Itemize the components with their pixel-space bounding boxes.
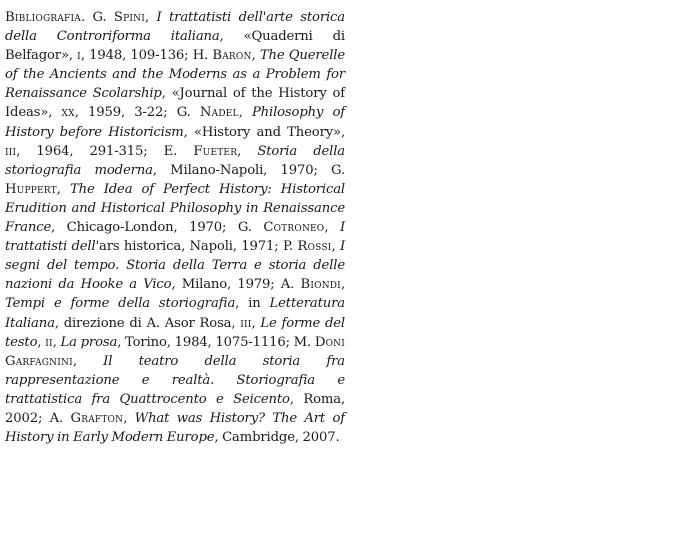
text-run: , xyxy=(251,315,261,331)
text-run: , xyxy=(331,239,340,255)
volume-number: i xyxy=(77,48,81,64)
text-run: , xyxy=(251,48,260,64)
work-title: Le forme del testo xyxy=(5,315,346,350)
text-run: , Napoli, 1971; P. xyxy=(181,239,298,255)
text-run: , 1964, 291-315; E. xyxy=(16,143,194,159)
volume-number: ii xyxy=(45,334,53,350)
text-run: , xyxy=(340,277,345,293)
work-title: I segni del tempo. Storia della Terra e storia delle nazioni da Hooke a Vico xyxy=(5,239,345,293)
text-run: , Torino, 1984, 1075-1116; M. xyxy=(117,334,315,350)
text-run: , xyxy=(324,220,340,236)
author-name: Nadel xyxy=(199,105,239,121)
work-title: La prosa xyxy=(60,334,118,350)
text-run: ars historica xyxy=(99,239,182,255)
text-run: , «Quaderni di Belfagor», xyxy=(5,29,345,64)
author-name: Huppert xyxy=(5,181,57,197)
text-run: , 1948, 109-136; H. xyxy=(80,48,213,64)
text-run: , xyxy=(123,410,135,426)
bibliography-paragraph xyxy=(5,8,345,447)
author-name: Spini xyxy=(113,10,145,25)
author-name: Biondi xyxy=(300,277,341,293)
text-run: , direzione di A. Asor Rosa, xyxy=(54,315,241,331)
work-title: Tempi e forme della storiografia xyxy=(5,296,236,312)
work-title: Il teatro della storia fra rappresentazione e realtà. Storiografia e trattatistica fra Quattrocento e Seicento xyxy=(5,353,345,407)
author-name: Rossi xyxy=(297,239,332,255)
text-run: , Milano, 1979; A. xyxy=(171,277,301,293)
text-run: , «History and Theory», xyxy=(183,124,345,140)
work-title: I trattatisti dell'arte storica della Controriforma italiana xyxy=(5,10,345,45)
work-title: What was History? The Art of History in Early Modern Europe xyxy=(5,410,345,446)
work-title: Letteratura Italiana xyxy=(5,296,345,331)
text-run: , 1959, 3-22; G. xyxy=(74,105,200,121)
text-run: , xyxy=(56,181,70,197)
text-run: , xyxy=(37,334,46,350)
text-run: , xyxy=(144,10,157,25)
text-run: , xyxy=(52,334,61,350)
volume-number: iii xyxy=(5,143,17,159)
text-run: , Cambridge, 2007. xyxy=(214,430,340,446)
volume-number: xx xyxy=(61,105,75,121)
author-name: Cotroneo xyxy=(263,220,325,236)
author-name: Fueter xyxy=(193,143,238,159)
text-run: . G. xyxy=(80,10,114,25)
section-heading: Bibliografia xyxy=(5,10,81,25)
text-run: , Roma, 2002; A. xyxy=(5,391,345,426)
text-run: , in xyxy=(235,296,270,312)
author-name: Baron xyxy=(212,48,252,64)
work-title: The Querelle of the Ancients and the Moderns as a Problem for Renaissance Scolarship xyxy=(5,48,345,102)
work-title: The Idea of Perfect History: Historical Erudition and Historical Philosophy in Renaissance France xyxy=(5,181,345,236)
volume-number: iii xyxy=(240,315,252,331)
text-run: , Chicago-London, 1970; G. xyxy=(51,220,264,236)
text-run: , Milano-Napoli, 1970; G. xyxy=(152,162,345,178)
text-run: , xyxy=(238,105,252,121)
work-title: Storia della storiografia moderna xyxy=(5,143,345,178)
author-name: Grafton xyxy=(70,410,124,426)
text-run: , «Journal of the History of Ideas», xyxy=(5,86,345,121)
work-title: I trattatisti dell' xyxy=(5,220,345,255)
work-title: Philosophy of History before Historicism xyxy=(5,105,345,140)
author-name: Doni Garfagnini xyxy=(5,334,346,369)
text-run: , xyxy=(72,353,104,369)
text-run: , xyxy=(237,143,258,159)
